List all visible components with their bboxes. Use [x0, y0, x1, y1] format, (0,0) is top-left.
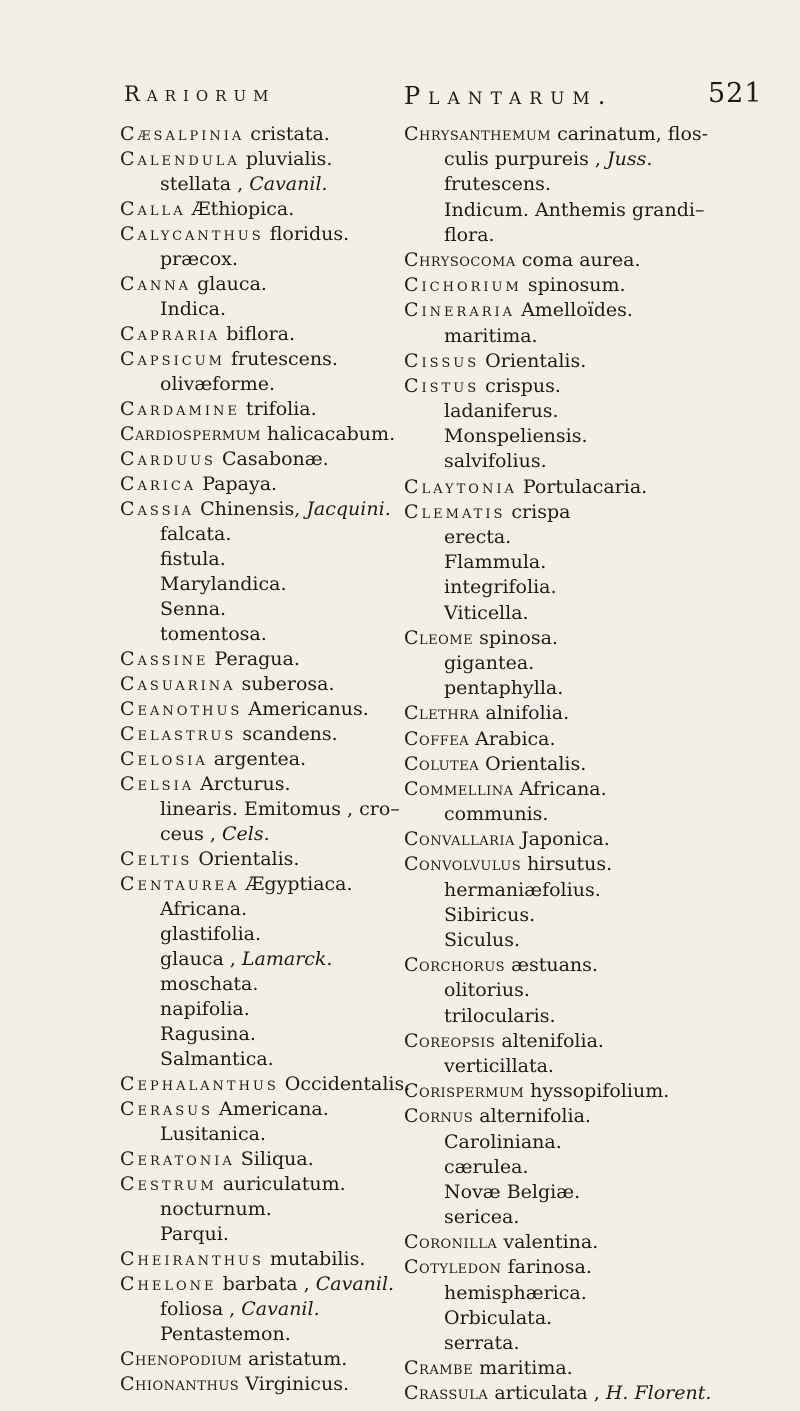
entry-line	[404, 1331, 734, 1356]
species-text: trilocularis.	[444, 1004, 556, 1027]
genus-name: Cissus	[404, 349, 480, 372]
species-text: halicacabum.	[260, 423, 396, 445]
genus-name: Convallaria	[404, 828, 515, 851]
genus-name: Corchorus	[404, 954, 506, 977]
entry-line	[404, 1104, 734, 1129]
genus-name: Commellina	[404, 777, 514, 800]
species-text: Arcturus.	[194, 773, 291, 795]
genus-name: Cotyledon	[404, 1256, 502, 1279]
entry-line	[120, 222, 410, 247]
author-name: Cavanil.	[315, 1273, 395, 1295]
genus-name: Cassine	[120, 648, 209, 670]
species-text: coma aurea.	[515, 248, 641, 271]
species-text: Sibiricus.	[444, 903, 536, 926]
entry-line	[404, 1054, 734, 1079]
entry-line	[120, 822, 410, 847]
species-text: Æthiopica.	[185, 198, 295, 220]
species-text: Africana.	[513, 777, 607, 800]
entry-line	[404, 727, 734, 752]
entry-line	[404, 223, 734, 248]
species-text: Orientalis.	[192, 848, 300, 870]
genus-name: Clematis	[404, 500, 506, 523]
entry-line	[404, 1029, 734, 1054]
entry-line	[120, 397, 410, 422]
species-text: linearis. Emitomus , cro–	[160, 798, 400, 820]
genus-name: Claytonia	[404, 475, 517, 498]
species-text: farinosa.	[501, 1256, 592, 1279]
entry-line	[404, 903, 734, 928]
species-text: Amelloïdes.	[515, 299, 633, 322]
entry-line	[120, 497, 410, 522]
entry-line	[120, 972, 410, 997]
genus-name: Chionanthus	[120, 1373, 240, 1395]
genus-name: Cephalanthus	[120, 1073, 279, 1095]
species-text: altenifolia.	[495, 1029, 604, 1052]
species-text: valentina.	[497, 1231, 599, 1254]
species-text: argentea.	[207, 748, 307, 770]
genus-name: Cardamine	[120, 398, 240, 420]
species-text: Salmantica.	[160, 1048, 274, 1070]
species-text: Chinensis,	[194, 498, 307, 520]
entry-line	[404, 1306, 734, 1331]
entry-line	[404, 1255, 734, 1280]
entry-line	[120, 522, 410, 547]
genus-name: Canna	[120, 273, 192, 295]
species-text: maritima.	[473, 1357, 573, 1380]
entry-line	[404, 827, 734, 852]
entry-line	[404, 324, 734, 349]
running-header	[0, 78, 800, 116]
genus-name: Clethra	[404, 702, 480, 725]
entry-line	[120, 1022, 410, 1047]
species-text: aristatum.	[242, 1348, 348, 1370]
entry-line	[404, 777, 734, 802]
species-text: verticillata.	[444, 1054, 554, 1077]
species-text: Siliqua.	[234, 1148, 314, 1170]
entry-line	[404, 273, 734, 298]
species-text: Monspeliensis.	[444, 425, 588, 448]
entry-line	[404, 802, 734, 827]
entry-line	[404, 122, 734, 147]
genus-name: Carduus	[120, 448, 216, 470]
entry-line	[120, 1197, 410, 1222]
species-text: olitorius.	[444, 979, 530, 1002]
species-text: frutescens.	[444, 173, 551, 196]
species-text: scandens.	[236, 723, 338, 745]
entry-line	[120, 1347, 410, 1372]
species-text: stellata ,	[160, 173, 250, 195]
genus-name: Convolvulus	[404, 853, 522, 876]
species-text: olivæforme.	[160, 373, 276, 395]
genus-name: Calla	[120, 198, 186, 220]
entry-line	[120, 122, 410, 147]
left-column	[120, 122, 410, 1397]
species-text: Lusitanica.	[160, 1123, 266, 1145]
species-text: ladaniferus.	[444, 400, 559, 423]
species-text: Orientalis.	[479, 349, 587, 372]
genus-name: Calycanthus	[120, 223, 264, 245]
genus-name: Chrysanthemum	[404, 123, 552, 145]
species-text: fistula.	[160, 548, 226, 570]
entry-line	[120, 872, 410, 897]
species-text: Indica.	[160, 298, 226, 320]
species-text: flora.	[444, 223, 495, 246]
entry-line	[404, 550, 734, 575]
species-text: Siculus.	[444, 929, 521, 951]
entry-line	[404, 878, 734, 903]
entry-line	[404, 147, 734, 172]
entry-line	[120, 447, 410, 472]
species-text: barbata ,	[216, 1273, 316, 1295]
genus-name: Cistus	[404, 374, 480, 397]
entry-line	[120, 922, 410, 947]
species-text: Indicum. Anthemis grandi–	[444, 198, 705, 221]
species-text: spinosa.	[473, 626, 558, 649]
entry-line	[120, 672, 410, 697]
species-text: hermaniæfolius.	[444, 878, 601, 901]
species-text: ceus ,	[160, 823, 222, 845]
genus-name: Centaurea	[120, 873, 240, 895]
entry-line	[120, 1297, 410, 1322]
genus-name: Cerasus	[120, 1098, 213, 1120]
species-text: gigantea.	[444, 651, 535, 674]
entry-line	[120, 547, 410, 572]
genus-name: Coronilla	[404, 1231, 498, 1254]
genus-name: Capraria	[120, 323, 221, 345]
genus-name: Calendula	[120, 148, 240, 170]
entry-line	[120, 172, 410, 197]
species-text: Senna.	[160, 598, 227, 620]
entry-line	[404, 575, 734, 600]
species-text: Ægyptiaca.	[239, 873, 353, 895]
entry-line	[120, 647, 410, 672]
page-number: 521	[708, 78, 763, 109]
author-name: Lamarck.	[241, 948, 333, 970]
entry-line	[120, 797, 410, 822]
genus-name: Chenopodium	[120, 1348, 243, 1370]
genus-name: Cornus	[404, 1105, 474, 1128]
species-text: communis.	[444, 803, 549, 826]
species-text: falcata.	[160, 523, 232, 545]
entry-line	[120, 847, 410, 872]
entry-line	[404, 1180, 734, 1205]
species-text: Africana.	[160, 898, 248, 920]
species-text: sericea.	[444, 1206, 520, 1229]
species-text: suberosa.	[235, 673, 335, 695]
species-text: cristata.	[244, 123, 330, 145]
species-text: biflora.	[220, 323, 296, 345]
author-name: Cavanil.	[249, 173, 328, 195]
species-text: Orbiculata.	[444, 1306, 553, 1329]
genus-name: Cestrum	[120, 1173, 217, 1195]
entry-line	[404, 701, 734, 726]
genus-name: Celosia	[120, 748, 208, 770]
entry-line	[404, 752, 734, 777]
genus-name: Ceratonia	[120, 1148, 235, 1170]
entry-line	[404, 198, 734, 223]
entry-line	[404, 1155, 734, 1180]
species-text: spinosum.	[521, 274, 626, 297]
species-text: serrata.	[444, 1332, 520, 1354]
entry-line	[404, 651, 734, 676]
entry-line	[404, 676, 734, 701]
entry-line	[404, 248, 734, 273]
species-text: Caroliniana.	[444, 1130, 562, 1153]
species-text: tomentosa.	[160, 623, 267, 645]
species-text: hyssopifolium.	[524, 1080, 670, 1103]
species-text: frutescens.	[224, 348, 338, 370]
entry-line	[404, 1130, 734, 1155]
author-name: Jacquini.	[306, 498, 391, 520]
genus-name: Capsicum	[120, 348, 225, 370]
species-text: hirsutus.	[521, 853, 613, 876]
entry-line	[404, 953, 734, 978]
species-text: moschata.	[160, 973, 259, 995]
entry-line	[404, 1230, 734, 1255]
species-text: Portulacaria.	[516, 475, 648, 498]
entry-line	[404, 601, 734, 626]
entry-line	[120, 147, 410, 172]
species-text: Japonica.	[514, 828, 610, 851]
genus-name: Colutea	[404, 752, 480, 775]
entry-line	[120, 1222, 410, 1247]
species-text: Ragusina.	[160, 1023, 256, 1045]
entry-line	[120, 572, 410, 597]
entry-line	[120, 272, 410, 297]
species-text: alnifolia.	[479, 702, 570, 725]
genus-name: Celsia	[120, 773, 195, 795]
species-text: Parqui.	[160, 1223, 229, 1245]
author-name: Juss.	[606, 148, 653, 171]
species-text: napifolia.	[160, 998, 250, 1020]
species-text: Americanus.	[242, 698, 369, 720]
entry-line	[120, 1147, 410, 1172]
entry-line	[120, 947, 410, 972]
species-text: crispus.	[479, 374, 561, 397]
species-text: Virginicus.	[239, 1373, 349, 1395]
entry-line	[404, 525, 734, 550]
species-text: Casabonæ.	[215, 448, 329, 470]
species-text: articulata ,	[488, 1382, 606, 1405]
species-text: Papaya.	[196, 473, 278, 495]
entry-line	[404, 626, 734, 651]
entry-line	[404, 298, 734, 323]
entry-line	[404, 1356, 734, 1381]
species-text: glastifolia.	[160, 923, 262, 945]
genus-name: Cheiranthus	[120, 1248, 264, 1270]
entry-line	[404, 172, 734, 197]
genus-name: Carica	[120, 473, 197, 495]
species-text: Novæ Belgiæ.	[444, 1180, 581, 1203]
entry-line	[120, 347, 410, 372]
species-text: foliosa ,	[160, 1298, 242, 1320]
species-text: Pentastemon.	[160, 1323, 291, 1345]
species-text: præcox.	[160, 248, 238, 270]
entry-line	[120, 1072, 410, 1097]
species-text: maritima.	[444, 324, 538, 347]
genus-name: Cassia	[120, 498, 195, 520]
right-column	[404, 122, 734, 1407]
entry-line	[120, 622, 410, 647]
entry-line	[404, 1381, 734, 1406]
entry-line	[120, 1122, 410, 1147]
entry-line	[404, 978, 734, 1003]
genus-name: Ceanothus	[120, 698, 243, 720]
entry-line	[120, 422, 410, 447]
entry-line	[120, 772, 410, 797]
species-text: nocturnum.	[160, 1198, 272, 1220]
author-name: Cavanil.	[241, 1298, 320, 1320]
genus-name: Cichorium	[404, 274, 522, 297]
genus-name: Coffea	[404, 727, 470, 750]
entry-line	[120, 1272, 410, 1297]
species-text: Orientalis.	[479, 752, 587, 775]
entry-line	[120, 472, 410, 497]
species-text: integrifolia.	[444, 576, 557, 599]
entry-line	[120, 897, 410, 922]
species-text: pluvialis.	[239, 148, 333, 170]
entry-line	[404, 1079, 734, 1104]
species-text: Flammula.	[444, 551, 547, 574]
entry-line	[120, 1047, 410, 1072]
genus-name: Coreopsis	[404, 1029, 496, 1052]
entry-line	[120, 697, 410, 722]
species-text: Peragua.	[208, 648, 300, 670]
header-right: Plantarum.	[404, 82, 614, 110]
entry-line	[120, 247, 410, 272]
species-text: alternifolia.	[473, 1105, 591, 1128]
genus-name: Crassula	[404, 1382, 489, 1405]
entry-line	[404, 475, 734, 500]
species-text: salvifolius.	[444, 450, 547, 473]
entry-line	[404, 349, 734, 374]
genus-name: Crambe	[404, 1357, 474, 1380]
entry-line	[120, 597, 410, 622]
entry-line	[404, 500, 734, 525]
species-text: Arabica.	[469, 727, 556, 750]
genus-name: Celastrus	[120, 723, 237, 745]
entry-line	[120, 297, 410, 322]
genus-name: Cineraria	[404, 299, 516, 322]
entry-line	[120, 1247, 410, 1272]
genus-name: Casuarina	[120, 673, 236, 695]
entry-line	[120, 197, 410, 222]
entry-line	[120, 997, 410, 1022]
author-name: H. Florent.	[605, 1382, 712, 1405]
entry-line	[120, 747, 410, 772]
entry-line	[404, 928, 734, 953]
entry-line	[120, 722, 410, 747]
genus-name: Cæsalpinia	[120, 123, 245, 145]
species-text: pentaphylla.	[444, 677, 564, 700]
species-text: æstuans.	[505, 954, 598, 977]
entry-line	[404, 1205, 734, 1230]
species-text: erecta.	[444, 526, 512, 548]
genus-name: Celtis	[120, 848, 193, 870]
entry-line	[120, 1322, 410, 1347]
genus-name: Chrysocoma	[404, 248, 516, 271]
species-text: glauca.	[191, 273, 267, 295]
header-left: Rariorum	[124, 82, 276, 106]
species-text: Occidentalis.	[278, 1073, 411, 1095]
entry-line	[404, 1281, 734, 1306]
genus-name: Chelone	[120, 1273, 217, 1295]
species-text: Americana.	[212, 1098, 329, 1120]
species-text: Viticella.	[444, 601, 529, 624]
species-text: floridus.	[263, 223, 350, 245]
species-text: culis purpureis ,	[444, 148, 607, 171]
entry-line	[404, 449, 734, 474]
genus-name: Cardiospermum	[120, 423, 261, 445]
species-text: trifolia.	[239, 398, 317, 420]
species-text: mutabilis.	[263, 1248, 366, 1270]
entry-line	[120, 372, 410, 397]
entry-line	[404, 852, 734, 877]
species-text: glauca ,	[160, 948, 242, 970]
entry-line	[120, 322, 410, 347]
species-text: auriculatum.	[216, 1173, 346, 1195]
species-text: hemisphærica.	[444, 1281, 587, 1304]
author-name: Cels.	[222, 823, 270, 845]
genus-name: Cleome	[404, 626, 474, 649]
entry-line	[404, 1004, 734, 1029]
entry-line	[404, 399, 734, 424]
species-text: crispa	[505, 500, 571, 523]
entry-line	[120, 1172, 410, 1197]
species-text: cærulea.	[444, 1155, 529, 1178]
genus-name: Corispermum	[404, 1080, 525, 1103]
entry-line	[404, 374, 734, 399]
species-text: Marylandica.	[160, 573, 287, 595]
entry-line	[120, 1097, 410, 1122]
entry-line	[404, 424, 734, 449]
entry-line	[120, 1372, 410, 1397]
species-text: carinatum, flos-	[551, 123, 709, 145]
